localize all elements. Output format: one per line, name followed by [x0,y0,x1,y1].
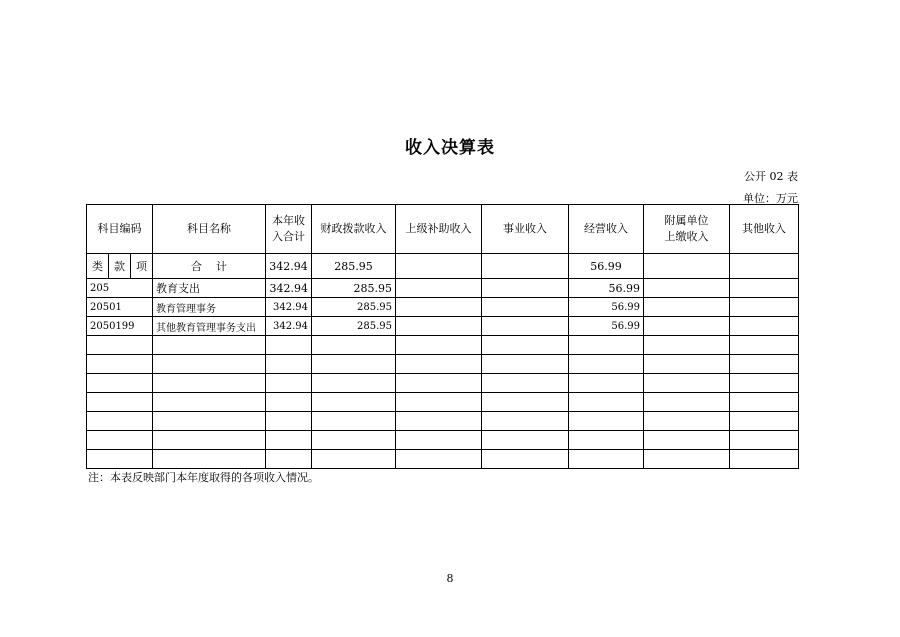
header-superior: 上级补助收入 [396,205,482,254]
class-fiscal: 285.95 [312,254,396,279]
class-affiliated [644,254,730,279]
row-code: 2050199 [87,317,153,336]
header-total-line2: 入合计 [272,230,305,243]
class-kuan: 款 [109,254,131,279]
row-name: 教育管理事务 [153,298,266,317]
header-affiliated-line1: 附属单位 [664,214,709,227]
header-affiliated [644,205,730,254]
row-total: 342.94 [266,298,312,317]
empty-row [87,431,799,450]
header-operating: 经营收入 [569,205,644,254]
class-operating: 56.99 [569,254,644,279]
income-table [86,204,799,469]
header-row [87,205,799,254]
header-code: 科目编码 [87,205,153,254]
row-total: 342.94 [266,279,312,298]
form-number: 公开 02 表 [744,170,798,183]
row-fiscal: 285.95 [312,298,396,317]
empty-row [87,450,799,469]
class-business [482,254,569,279]
empty-row [87,393,799,412]
empty-row [87,355,799,374]
footnote: 注：本表反映部门本年度取得的各项收入情况。 [88,471,319,484]
row-operating: 56.99 [569,317,644,336]
class-other [730,254,799,279]
row-total: 342.94 [266,317,312,336]
document-title: 收入决算表 [405,138,495,158]
unit-label: 单位：万元 [743,192,798,205]
class-superior [396,254,482,279]
header-total-line1: 本年收 [272,214,305,227]
row-fiscal: 285.95 [312,279,396,298]
row-name: 教育支出 [153,279,266,298]
header-other: 其他收入 [730,205,799,254]
class-lei: 类 [87,254,109,279]
empty-row [87,374,799,393]
empty-row [87,412,799,431]
class-total-label: 合 计 [153,254,266,279]
header-business: 事业收入 [482,205,569,254]
header-total [266,205,312,254]
header-name: 科目名称 [153,205,266,254]
row-operating: 56.99 [569,298,644,317]
class-total: 342.94 [266,254,312,279]
class-row [87,254,799,279]
row-code: 20501 [87,298,153,317]
row-name: 其他教育管理事务支出 [153,317,266,336]
table-row [87,317,799,336]
header-fiscal: 财政拨款收入 [312,205,396,254]
class-xiang: 项 [131,254,153,279]
row-fiscal: 285.95 [312,317,396,336]
row-code: 205 [87,279,153,298]
row-operating: 56.99 [569,279,644,298]
table-row [87,279,799,298]
empty-row [87,336,799,355]
header-affiliated-line2: 上缴收入 [664,230,709,243]
page-number: 8 [446,572,454,585]
table-row [87,298,799,317]
